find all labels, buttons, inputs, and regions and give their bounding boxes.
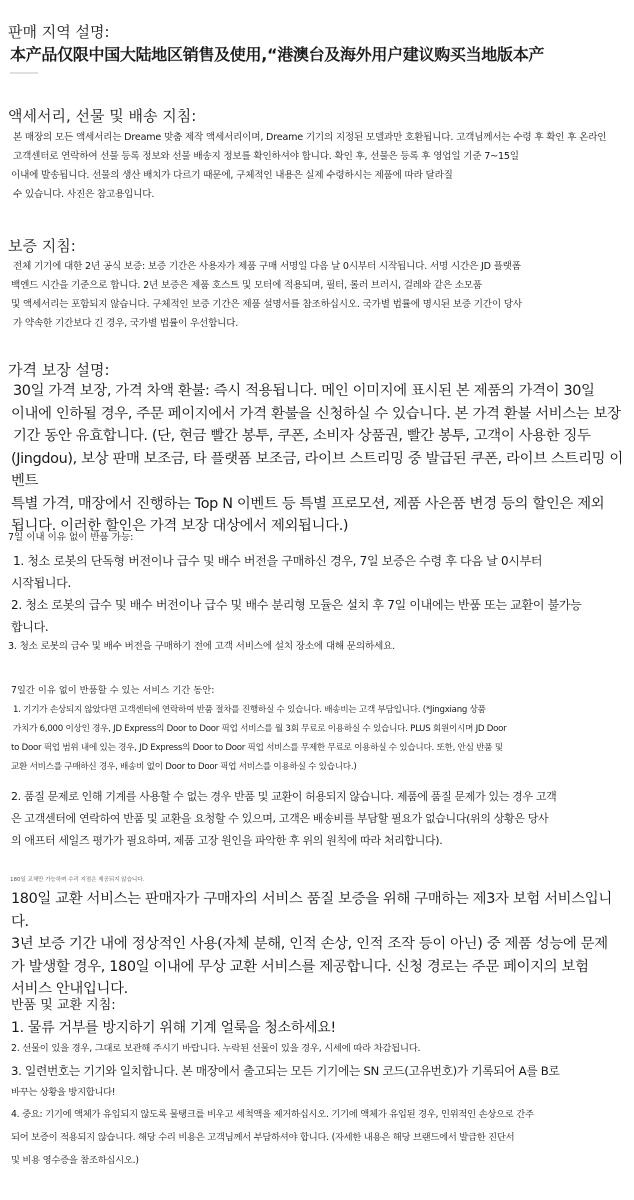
service-period-mid-paragraph [8,786,626,852]
paragraph-line: 교환 서비스를 구매하신 경우, 배송비 없이 Door to Door 픽업 서비스를 이용하실 수 있습니다.) [11,762,357,772]
return7-heading: 7일 이내 이유 없이 반품 가능: [8,532,134,543]
paragraph-line: 본 매장의 모든 액세서리는 Dreame 맞춤 제작 액세서리이며, Dreame 기기의 지정된 모델과만 호환됩니다. 고객님께서는 수령 후 확인 후 온라인 [13,132,607,143]
service-period-heading: 7일간 이유 없이 반품할 수 있는 서비스 기간 동안: [11,685,215,696]
day180-micro-note: 180일 교체만 가능하며 수리 지점은 제공되지 않습니다. [10,877,145,883]
paragraph-line: 30일 가격 보장, 가격 차액 환불: 즉시 적용됩니다. 메인 이미지에 표시된 본 제품의 가격이 30일 [13,383,595,399]
return-exchange-item1: 1. 물류 거부를 방지하기 위해 기계 얼룩을 청소하세요! [11,1020,336,1036]
paragraph-line: 및 비용 영수증을 참조하십시오.) [11,1155,139,1166]
warranty-paragraph [8,257,626,333]
paragraph-line: 이내에 발송됩니다. 선물의 생산 배치가 다르기 때문에, 구체적인 내용은 실제 수령하시는 제품에 따라 달라질 [11,170,453,181]
return-exchange-item3 [8,1060,626,1104]
paragraph-line: 특별 가격, 매장에서 진행하는 Top N 이벤트 등 특별 프로모션, 제품 사은품 변경 등의 할인은 제외 [11,495,605,512]
paragraph-line: 3. 일련번호는 기기와 일치합니다. 본 매장에서 출고되는 모든 기기에는 SN 코드(고유번호)가 기록되어 A를 B로 [11,1064,560,1078]
paragraph-line: 2. 품질 문제로 인해 기계를 사용할 수 없는 경우 반품 및 교환이 허용되지 않습니다. 제품에 품질 문제가 있는 경우 고객 [11,790,557,803]
paragraph-line: 은 고객센터에 연락하여 반품 및 교환을 요청할 수 있으며, 고객은 배송비를 부담할 필요가 없습니다(위의 상황은 당사 [11,812,549,825]
paragraph-line: 180일 교환 서비스는 판매자가 구매자의 서비스 품질 보증을 위해 구매하는 제3자 보험 서비스입니다. [11,891,612,930]
warranty-heading: 보증 지침: [8,237,76,255]
paragraph-line: 되어 보증이 적용되지 않습니다. 해당 수리 비용은 고객님께서 부담하셔야 합니다. (자세한 내용은 해당 브랜드에서 발급한 진단서 [11,1132,515,1143]
day180-paragraph [8,888,626,1001]
sales-region-text: 本产品仅限中国大陆地区销售及使用,“港澳台及海外用户建议购买当地版本产 [10,45,545,64]
paragraph-line: 됩니다. 이러한 할인은 가격 보장 대상에서 제외됩니다.) [11,518,349,534]
paragraph-line: 기간 동안 유효합니다. (단, 현금 빨간 봉투, 쿠폰, 소비자 상품권, 빨간 봉투, 고객이 사용한 징두 [13,428,591,444]
section-divider [10,72,38,74]
paragraph-line: (Jingdou), 보상 판매 보조금, 타 플랫폼 보조금, 라이브 스트리밍 중 발급된 쿠폰, 라이브 스트리밍 이벤트 [11,450,623,489]
sales-region-heading: 판매 지역 설명: [8,23,110,41]
paragraph-line: 가치가 6,000 이상인 경우, JD Express의 Door to Door 픽업 서비스를 월 3회 무료로 이용하실 수 있습니다. PLUS 회원이시며 JD Door [13,724,507,734]
accessories-heading: 액세서리, 선물 및 배송 지침: [8,107,197,125]
price-guarantee-heading: 가격 보장 설명: [8,361,110,379]
return-exchange-heading: 반품 및 교환 지침: [11,998,116,1013]
return-exchange-item2: 2. 선물이 있을 경우, 그대로 보관해 주시기 바랍니다. 누락된 선물이 있을 경우, 시세에 따라 차감됩니다. [11,1043,421,1054]
service-period-small-paragraph [8,701,626,777]
paragraph-line: 4. 중요: 기기에 액체가 유입되지 않도록 물탱크를 비우고 세척액을 제거하십시오. 기기에 액체가 유입된 경우, 인위적인 손상으로 간주 [11,1109,534,1120]
paragraph-line: 바꾸는 상황을 방지합니다! [11,1087,116,1098]
paragraph-line: 수 있습니다. 사진은 참고용입니다. [13,189,155,200]
return7-paragraph [8,550,626,638]
price-guarantee-paragraph [8,380,626,538]
paragraph-line: 의 애프터 세일즈 평가가 필요하며, 제품 고장 원인을 파악한 후 위의 원칙에 따라 처리합니다). [11,834,443,847]
paragraph-line: to Door 픽업 범위 내에 있는 경우, JD Express의 Door to Door 픽업 서비스를 무제한 무료로 이용하실 수 있습니다. 또한, 안심 반품 및 [11,743,503,753]
paragraph-line: 고객센터로 연락하여 선물 등록 정보와 선물 배송지 정보를 확인하셔야 합니다. 확인 후, 선물은 등록 후 영업일 기준 7~15일 [13,151,519,162]
paragraph-line: 2. 청소 로봇의 급수 및 배수 버전이나 급수 및 배수 분리형 모듈은 설치 후 7일 이내에는 반품 또는 교환이 불가능 [11,598,582,612]
paragraph-line: 전체 기기에 대한 2년 공식 보증: 보증 기간은 사용자가 제품 구매 서명일 다음 날 0시부터 시작됩니다. 서명 시간은 JD 플랫폼 [13,261,521,272]
paragraph-line: 가 발생할 경우, 180일 이내에 무상 교환 서비스를 제공합니다. 신청 경로는 주문 페이지의 보험 [11,958,589,975]
paragraph-line: 시작됩니다. [11,576,71,590]
paragraph-line: 가 약속한 기간보다 긴 경우, 국가별 법률이 우선합니다. [13,318,239,329]
paragraph-line: 및 액세서리는 포함되지 않습니다. 구체적인 보증 기간은 제품 설명서를 참조하십시오. 국가별 법률에 명시된 보증 기간이 당사 [11,299,522,310]
paragraph-line: 합니다. [11,620,49,634]
paragraph-line: 1. 기기가 손상되지 않았다면 고객센터에 연락하여 반품 절차를 진행하실 수 있습니다. 배송비는 고객 부담입니다. (*Jingxiang 상품 [13,705,486,715]
paragraph-line: 서비스 안내입니다. [11,981,128,997]
return7-note: 3. 청소 로봇의 급수 및 배수 버전을 구매하기 전에 고객 서비스에 설치 장소에 대해 문의하세요. [8,641,395,652]
paragraph-line: 3년 보증 기간 내에 정상적인 사용(자체 분해, 인적 손상, 인적 조작 등이 아닌) 중 제품 성능에 문제 [11,936,608,952]
return-exchange-item4 [8,1103,626,1172]
paragraph-line: 이내에 인하될 경우, 주문 페이지에서 가격 환불을 신청하실 수 있습니다. 본 가격 환불 서비스는 보장 [11,405,621,422]
paragraph-line: 1. 청소 로봇의 단독형 버전이나 급수 및 배수 버전을 구매하신 경우, 7일 보증은 수령 후 다음 날 0시부터 [13,554,543,568]
accessories-paragraph [8,128,626,204]
paragraph-line: 백엔드 시간을 기준으로 합니다. 2년 보증은 제품 호스트 및 모터에 적용되며, 필터, 롤러 브러시, 걸레와 같은 소모품 [11,280,482,291]
